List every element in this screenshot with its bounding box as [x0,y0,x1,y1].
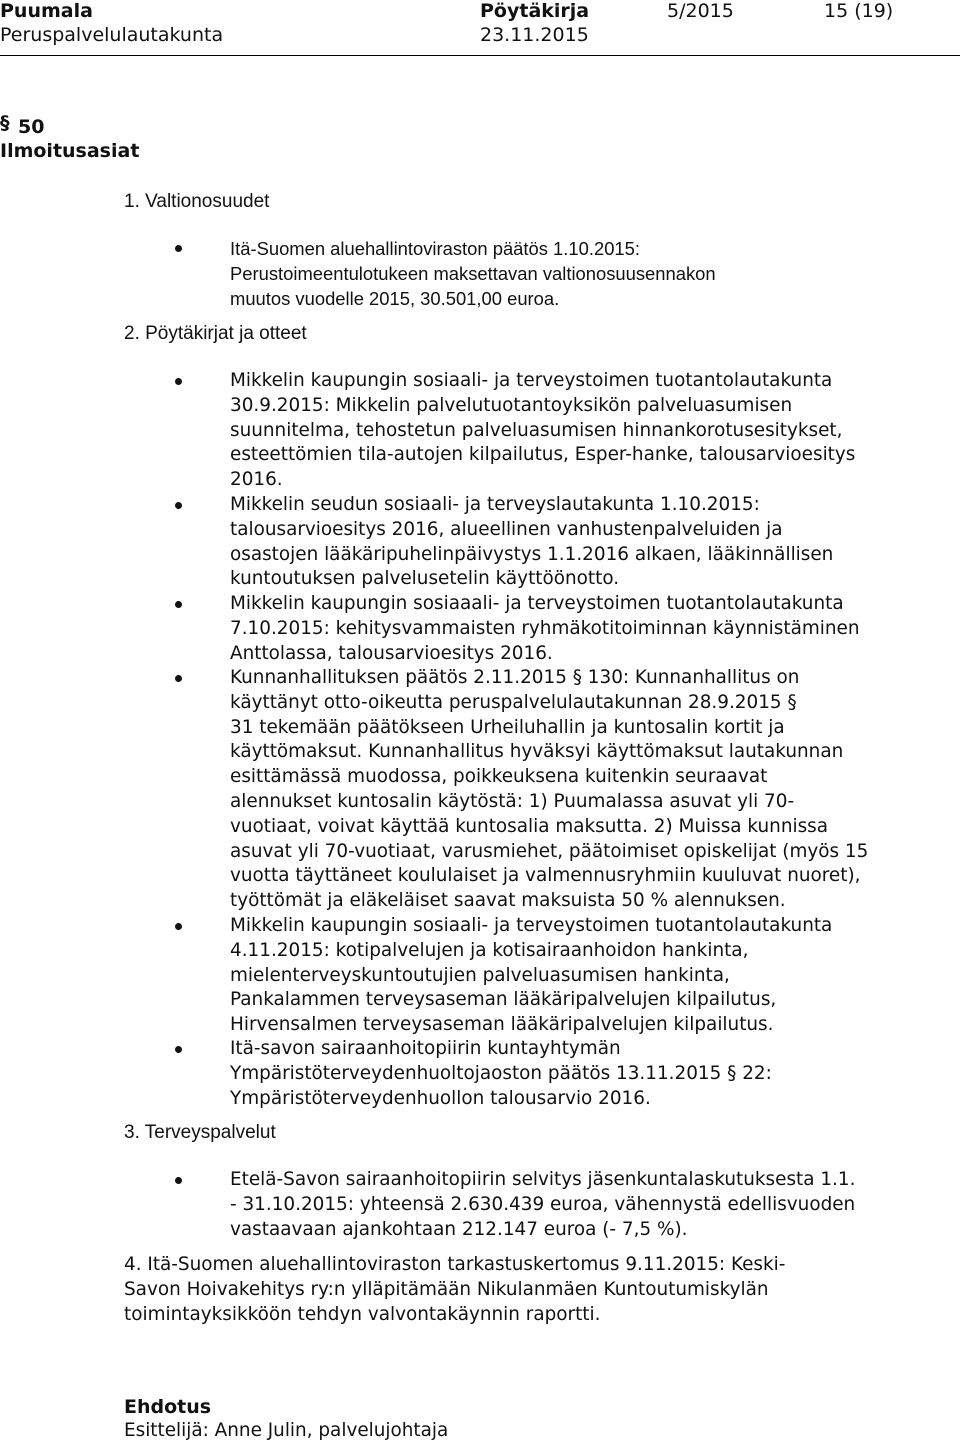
meeting-date: 23.11.2015 [480,24,589,46]
item-2-heading: 2. Pöytäkirjat ja otteet [124,323,307,344]
page-number: 15 (19) [824,0,894,22]
list-item: Etelä-Savon sairaanhoitopiirin selvitys jäsenkuntalaskutuksesta 1.1. - 31.10.2015: yhteensä 2.630.439 euroa, vähennystä edellisvuoden vastaavaan ajankohtaan 212.147 euroa (- 7,5 %). [230,1169,856,1240]
section-symbol: § [0,112,10,134]
bullet [175,1046,182,1053]
item-3-heading: 3. Terveyspalvelut [124,1122,276,1143]
list-item: Mikkelin kaupungin sosiaaali- ja terveystoimen tuotantolautakunta 7.10.2015: kehitysvammaisten ryhmäkotitoiminnan käynnistäminen Anttolassa, talousarvioesitys 2016. [230,593,860,664]
presenter-line: Esittelijä: Anne Julin, palvelujohtaja [124,1420,449,1441]
proposal-heading: Ehdotus [124,1396,212,1418]
document-type: Pöytäkirja [480,0,590,22]
bullet [175,1177,182,1184]
section-number: 50 [18,116,45,138]
list-item: Itä-savon sairaanhoitopiirin kuntayhtymän Ympäristöterveydenhuoltojaoston päätös 13.11.2015 § 22: Ympäristöterveydenhuollon talousarvio 2016. [230,1038,772,1109]
list-item: Kunnanhallituksen päätös 2.11.2015 § 130: Kunnanhallitus on käyttänyt otto-oikeutta peruspalvelulautakunnan 28.9.2015 § 31 tekemään päätökseen Urheiluhallin ja kuntosalin kortit ja käyttömaksut. Kunnanhallitus hyväksyi käyttömaksut lautakunnan esittämässä muodossa, poikkeuksena kuitenkin seuraavat alennukset kuntosalin käytöstä: 1) Puumalassa asuvat yli 70- vuotiaat, voivat käyttää kuntosalia maksutta. 2) Muissa kunnissa asuvat yli 70-vuotiaat, varusmiehet, päätoimiset opiskelijat (myös 15 vuotta täyttäneet koululaiset ja valmennusryhmiin kuuluvat nuoret), työttömät ja eläkeläiset saavat maksuista 50 % alennuksen. [230,667,869,912]
item-1-heading: 1. Valtionosuudet [124,191,270,212]
bullet [175,601,182,608]
list-item: Mikkelin kaupungin sosiaali- ja terveystoimen tuotantolautakunta 30.9.2015: Mikkelin palvelutuotantoyksikön palveluasumisen suunnitelma, tehostetun palveluasumisen hinnankorotusesitykset, esteettömien tila-autojen kilpailutus, Esper-hanke, talousarvioesitys 2016. [230,370,856,491]
issue-number: 5/2015 [667,0,734,22]
list-item: Mikkelin seudun sosiaali- ja terveyslautakunta 1.10.2015: talousarvioesitys 2016, alueellinen vanhustenpalveluiden ja osastojen lääkäripuhelinpäivystys 1.1.2016 alkaen, lääkinnällisen kuntoutuksen palvelusetelin käyttöönotto. [230,494,834,590]
section-title: Ilmoitusasiat [0,140,140,162]
bullet [175,502,182,509]
bullet [175,378,182,385]
bullet [175,923,182,930]
item-4-paragraph: 4. Itä-Suomen aluehallintoviraston tarkastuskertomus 9.11.2015: Keski- Savon Hoivakehitys ry:n ylläpitämään Nikulanmäen Kuntoutumiskylän toimintayksikköön tehdyn valvontakäynnin raportti. [124,1254,786,1325]
municipality-name: Puumala [0,0,93,22]
list-item: Mikkelin kaupungin sosiaali- ja terveystoimen tuotantolautakunta 4.11.2015: kotipalvelujen ja kotisairaanhoidon hankinta, mielenterveyskuntoutujien palveluasumisen hankinta, Pankalammen terveysaseman lääkäripalvelujen kilpailutus, Hirvensalmen terveysaseman lääkäripalvelujen kilpailutus. [230,915,833,1036]
header-divider [0,55,960,56]
board-name: Peruspalvelulautakunta [0,24,224,46]
bullet [175,245,182,252]
list-item: Itä-Suomen aluehallintoviraston päätös 1.10.2015: Perustoimeentulotukeen maksettavan valtionosuusennakon muutos vuodelle 2015, 30.501,00 euroa. [230,238,716,309]
bullet [175,675,182,682]
